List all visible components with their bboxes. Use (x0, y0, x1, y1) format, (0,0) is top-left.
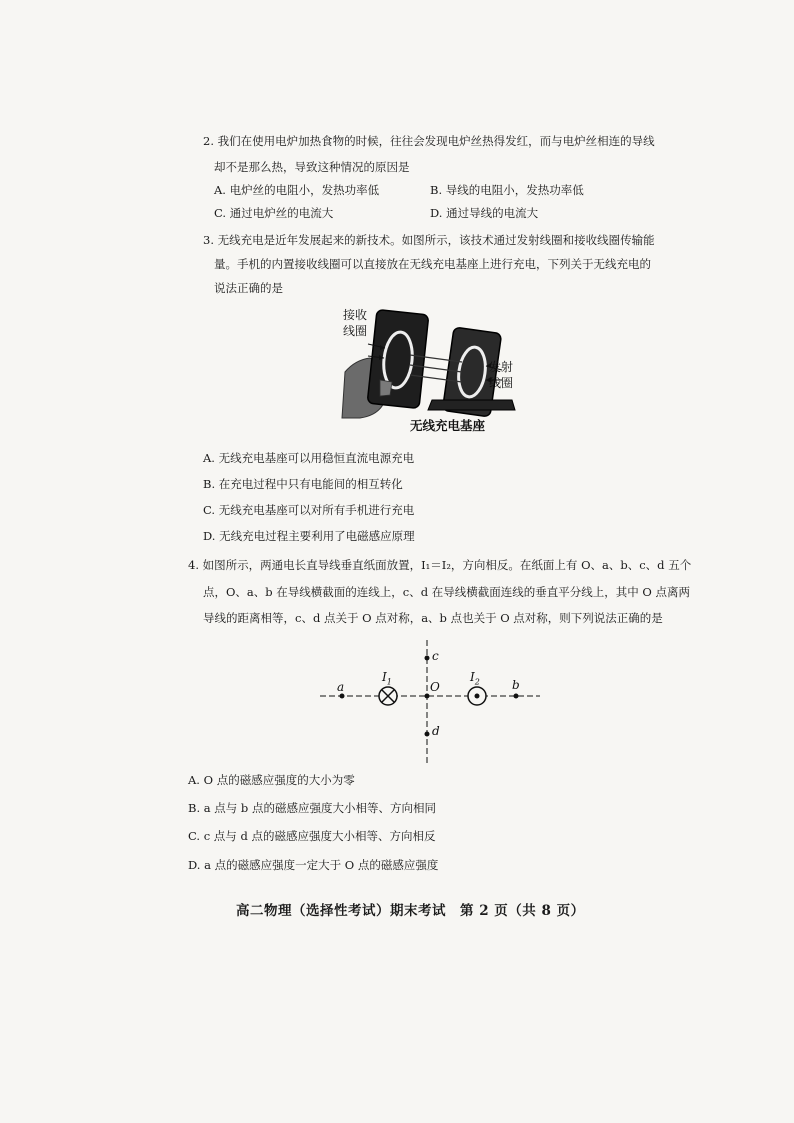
point-a (340, 694, 345, 699)
q3-option-c: C. 无线充电基座可以对所有手机进行充电 (203, 503, 415, 517)
q3-option-a: A. 无线充电基座可以用稳恒直流电源充电 (203, 451, 415, 465)
q3-option-d: D. 无线充电过程主要利用了电磁感应原理 (203, 529, 415, 543)
two-wire-figure (320, 640, 540, 765)
q4-stem-line1: 4. 如图所示，两通电长直导线垂直纸面放置，I₁＝I₂，方向相反。在纸面上有 O、a、b、c、d 五个 (188, 558, 692, 572)
q2-option-c: C. 通过电炉丝的电流大 (214, 206, 334, 220)
q4-option-d: D. a 点的磁感应强度一定大于 O 点的磁感应强度 (188, 858, 439, 872)
q4-option-a: A. O 点的磁感应强度的大小为零 (188, 773, 355, 787)
q2-stem-line1: 2. 我们在使用电炉加热食物的时候，往往会发现电炉丝热得发红，而与电炉丝相连的导线 (203, 134, 655, 148)
q4-option-c: C. c 点与 d 点的磁感应强度大小相等、方向相反 (188, 829, 436, 843)
figure-caption: 无线充电基座 (410, 418, 486, 433)
point-d (425, 732, 430, 737)
q2-stem-line2: 却不是那么热，导致这种情况的原因是 (214, 160, 410, 174)
wire-i1-into-page-icon (379, 687, 397, 705)
transmit-coil-label-2: 线圈 (489, 376, 514, 390)
label-i1: $I_1$ (382, 670, 392, 687)
label-b: b (512, 678, 520, 692)
point-b (514, 694, 519, 699)
page-footer: 高二物理（选择性考试）期末考试 第 2 页（共 8 页） (236, 903, 585, 919)
label-c: c (432, 649, 439, 663)
label-d: d (432, 724, 440, 738)
label-a: a (337, 680, 345, 694)
label-o: O (430, 680, 440, 694)
q2-option-d: D. 通过导线的电流大 (430, 206, 539, 220)
q3-option-b: B. 在充电过程中只有电能间的相互转化 (203, 477, 403, 491)
receive-coil-label-1: 接收 (343, 308, 368, 322)
q2-option-b: B. 导线的电阻小，发热功率低 (430, 183, 584, 197)
charger-stand-base (428, 400, 515, 410)
q4-option-b: B. a 点与 b 点的磁感应强度大小相等、方向相同 (188, 801, 436, 815)
q3-stem-line3: 说法正确的是 (214, 281, 283, 295)
q4-stem-line3: 导线的距离相等，c、d 点关于 O 点对称，a、b 点也关于 O 点对称，则下列说法正确的是 (203, 611, 663, 625)
transmit-coil-label-1: 发射 (489, 360, 514, 374)
phone-receiver (367, 310, 429, 409)
label-i2: $I_2$ (470, 670, 480, 687)
wire-i2-out-of-page-icon (468, 687, 486, 705)
q3-stem-line1: 3. 无线充电是近年发展起来的新技术。如图所示，该技术通过发射线圈和接收线圈传输能 (203, 233, 655, 247)
q3-stem-line2: 量。手机的内置接收线圈可以直接放在无线充电基座上进行充电，下列关于无线充电的 (214, 257, 651, 271)
q2-option-a: A. 电炉丝的电阻小，发热功率低 (214, 183, 380, 197)
point-o (425, 694, 430, 699)
point-c (425, 656, 430, 661)
q4-stem-line2: 点，O、a、b 在导线横截面的连线上，c、d 在导线横截面连线的垂直平分线上，其中 O 点离两 (203, 585, 690, 599)
receive-coil-label-2: 线圈 (343, 324, 368, 338)
